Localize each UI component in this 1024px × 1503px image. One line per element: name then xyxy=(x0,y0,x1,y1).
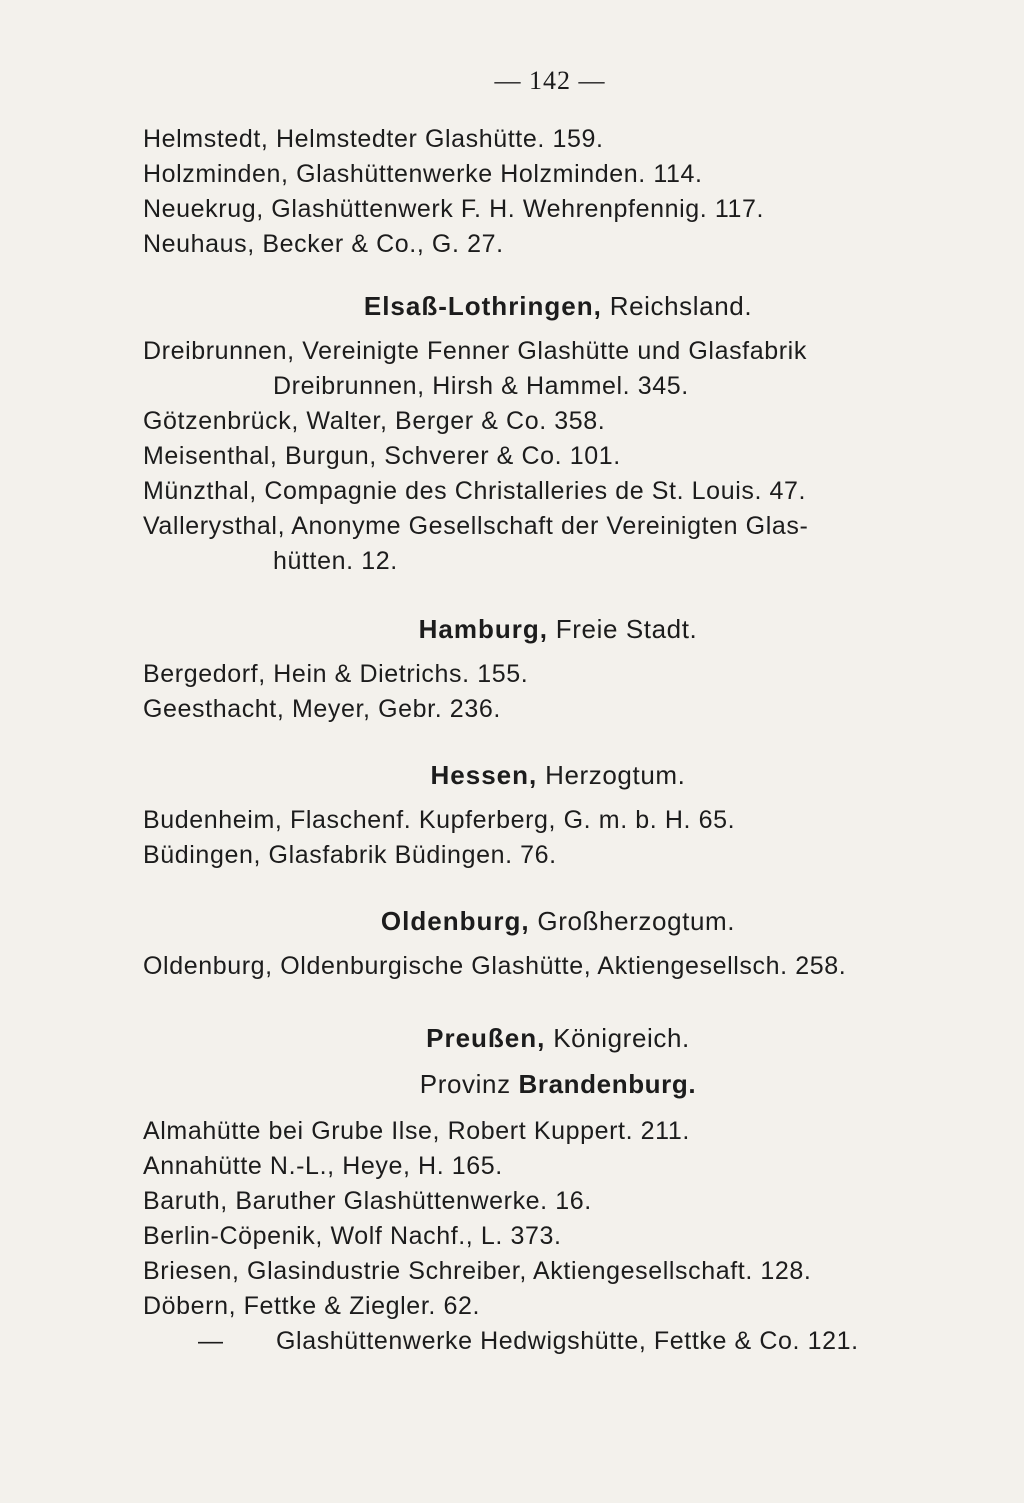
subsection-prefix: Provinz xyxy=(419,1069,511,1099)
list-item: Almahütte bei Grube Ilse, Robert Kuppert. 211. xyxy=(143,1117,690,1145)
section-heading-rest: Reichsland. xyxy=(609,291,753,321)
page-content xyxy=(143,122,973,1359)
list-item: Budenheim, Flaschenf. Kupferberg, G. m. b. H. 65. xyxy=(143,806,736,834)
list-item: Berlin-Cöpenik, Wolf Nachf., L. 373. xyxy=(143,1222,562,1250)
section-heading-rest: Freie Stadt. xyxy=(555,614,698,644)
list-item: Holzminden, Glashüttenwerke Holzminden. 114. xyxy=(143,160,703,188)
list-item: Büdingen, Glasfabrik Büdingen. 76. xyxy=(143,841,557,869)
section-heading-hessen xyxy=(143,757,973,793)
list-item-ditto xyxy=(143,1324,973,1359)
list-item: Geesthacht, Meyer, Gebr. 236. xyxy=(143,695,501,723)
list-item: Meisenthal, Burgun, Schverer & Co. 101. xyxy=(143,442,621,470)
list-item: Dreibrunnen, Vereinigte Fenner Glashütte und Glasfabrik xyxy=(143,337,807,365)
section-heading-hamburg xyxy=(143,611,973,647)
section-heading-bold: Elsaß-Lothringen, xyxy=(363,291,602,321)
list-item: Bergedorf, Hein & Dietrichs. 155. xyxy=(143,660,529,688)
ditto-dash: — xyxy=(198,1327,224,1355)
list-item: Döbern, Fettke & Ziegler. 62. xyxy=(143,1292,481,1320)
list-item: Annahütte N.-L., Heye, H. 165. xyxy=(143,1152,503,1180)
list-item: Münzthal, Compagnie des Christalleries de St. Louis. 47. xyxy=(143,477,807,505)
section-heading-preussen xyxy=(143,1020,973,1056)
section-heading-bold: Hessen, xyxy=(430,760,538,790)
section-heading-rest: Großherzogtum. xyxy=(537,906,736,936)
list-item-continuation: hütten. 12. xyxy=(273,547,398,575)
section-heading-rest: Königreich. xyxy=(553,1023,690,1053)
list-item: Oldenburg, Oldenburgische Glashütte, Aktiengesellsch. 258. xyxy=(143,952,847,980)
page-number: — 142 — xyxy=(494,66,606,95)
list-item: Helmstedt, Helmstedter Glashütte. 159. xyxy=(143,125,604,153)
section-heading-rest: Herzogtum. xyxy=(545,760,686,790)
list-item: Briesen, Glasindustrie Schreiber, Aktiengesellschaft. 128. xyxy=(143,1257,812,1285)
ditto-entry-text: Glashüttenwerke Hedwigshütte, Fettke & Co. 121. xyxy=(276,1327,859,1355)
list-item: Vallerysthal, Anonyme Gesellschaft der Vereinigten Glas- xyxy=(143,512,809,540)
section-heading-bold: Hamburg, xyxy=(418,614,548,644)
list-item: Götzenbrück, Walter, Berger & Co. 358. xyxy=(143,407,606,435)
section-heading-bold: Preußen, xyxy=(426,1023,546,1053)
list-item: Baruth, Baruther Glashüttenwerke. 16. xyxy=(143,1187,592,1215)
section-heading-elsass xyxy=(143,288,973,324)
subsection-bold: Brandenburg. xyxy=(518,1069,697,1099)
list-item: Neuekrug, Glashüttenwerk F. H. Wehrenpfennig. 117. xyxy=(143,195,765,223)
section-heading-bold: Oldenburg, xyxy=(380,906,530,936)
list-item: Neuhaus, Becker & Co., G. 27. xyxy=(143,230,504,258)
section-heading-oldenburg xyxy=(143,903,973,939)
list-item-continuation: Dreibrunnen, Hirsh & Hammel. 345. xyxy=(273,372,689,400)
subsection-heading-brandenburg xyxy=(143,1066,973,1102)
